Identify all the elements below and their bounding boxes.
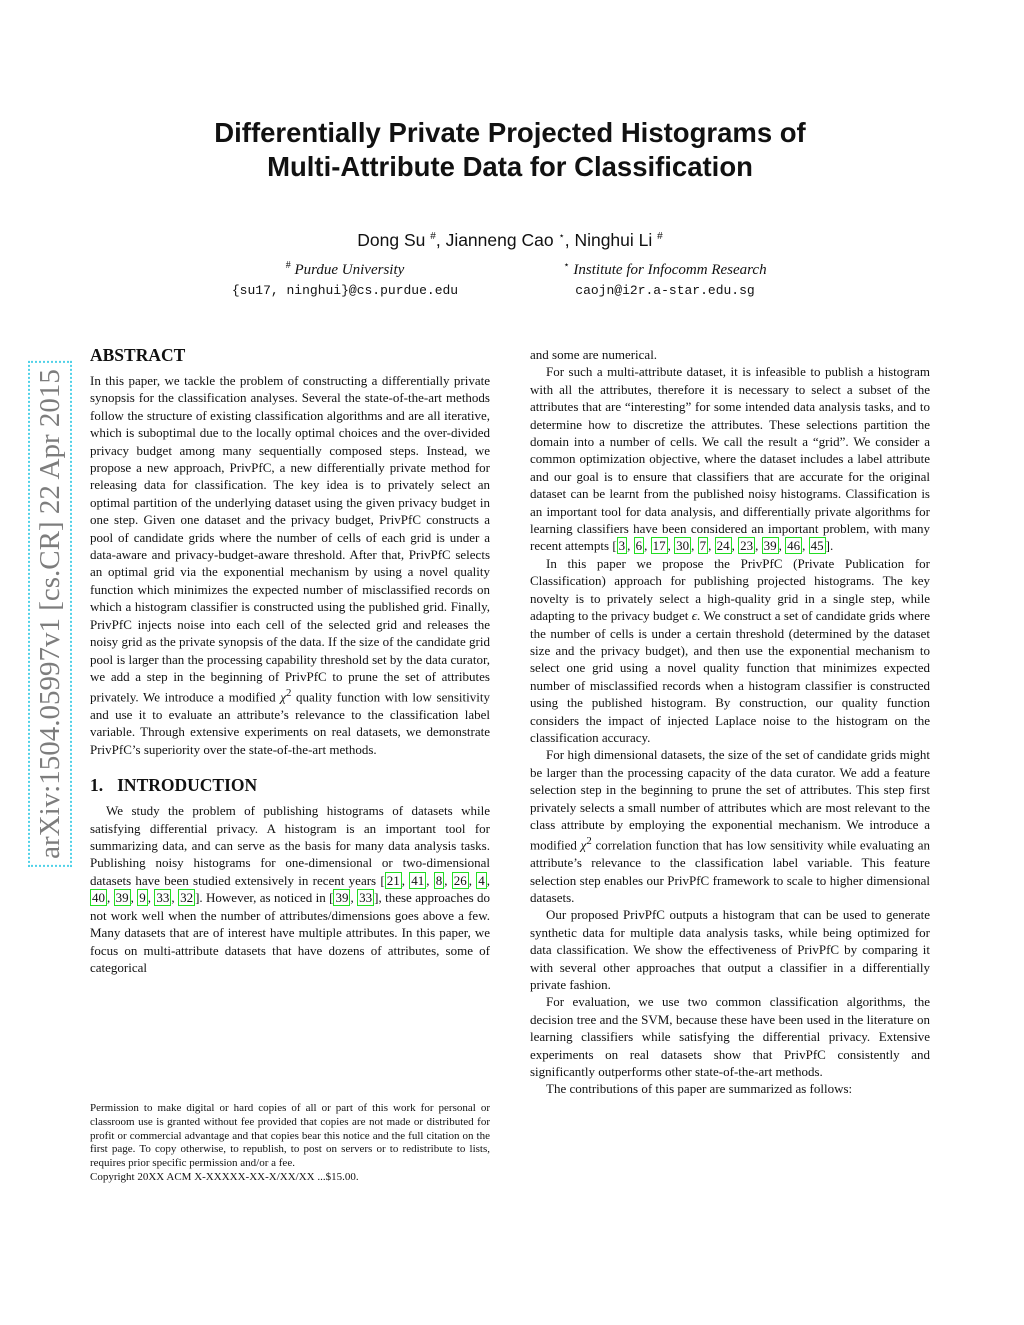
affiliation-mark: # [285, 260, 291, 271]
permission-notice: Permission to make digital or hard copies of all or part of this work for personal or classroom use is granted without fee provided that copies are not made or distributed for profit or commercial advantage and that copies bear this notice and the full citation on the first page. To copy otherwise, to republish, to post on servers or to redistribute to lists, requires prior specific permission and/or a fee. [90, 1102, 490, 1170]
citation-link[interactable]: 33 [156, 890, 170, 906]
abstract-paragraph: In this paper, we tackle the problem of constructing a differentially private synopsis for the classification analyses. Several the state-of-the-art methods follow the structure of existing classification algorithms and are all iterative, which is suboptimal due to the locally optimal choices and the over-divided privacy budget among many sequentially composed steps. Instead, we propose a new approach, PrivPfC, a new differentially private method for releasing data for classification. The key idea is to privately select an optimal partition of the underlying dataset using the given privacy budget in one step. Given one dataset and the privacy budget, PrivPfC constructs a pool of candidate grids where the number of cells of each grid is under a data-aware and privacy-budget-aware threshold. After that, PrivPfC selects an optimal grid via the exponential mechanism by using a novel quality function which minimizes the expected number of misclassified records on which a histogram classifier is constructed using the published grid. Finally, PrivPfC injects noise into each cell of the selected grid and releases the noisy grid as the private synopsis of the data. If the size of the candidate grid pool is larger than the processing capability threshold set by the data curator, we add a step in the beginning of PrivPfC to prune the set of attributes privately. We introduce a modified $\chi^2$ quality function with low sensitivity and use it to evaluate an attribute’s relevance to the classification label variable. Through extensive experiments on real datasets, we demonstrate PrivPfC’s superiority over the state-of-the-art methods. [90, 373, 490, 757]
institution-name: ⋆ Institute for Infocomm Research [563, 260, 767, 278]
author-separator: , [435, 229, 446, 250]
citation-link[interactable]: 26 [453, 872, 467, 888]
intro-paragraph: For such a multi-attribute dataset, it is infeasible to publish a histogram with all the attributes, therefore it is necessary to select a subset of the attributes that are “interesting” for some intended data analysis tasks, and to determine how to discretize the attributes. These selections partition the domain into a number of cells. We call the result a “grid”. We consider a common optimization objective, where the dataset includes a label attribute and our goal is to ensure that classifiers that are accurate for the original dataset can be learnt from the published noisy histograms. Classification is an important tool for data analysis, and differentially private algorithms for learning classifiers have been considered an important problem, with many recent attempts [ 3 , 6 , 17 , 30 , 7 , 24 , 23 , 39 , 46 , 45 ]. [530, 364, 930, 554]
abstract-heading: ABSTRACT [90, 345, 186, 365]
author-list [200, 226, 820, 251]
section-number: 1. [90, 775, 104, 796]
copyright-line: Copyright 20XX ACM X-XXXXX-XX-X/XX/XX ...$15.00. [90, 1170, 359, 1183]
author-name: Ninghui Li [574, 229, 653, 250]
author-name: Dong Su [357, 229, 426, 250]
citation-link[interactable]: 17 [652, 538, 666, 554]
right-column [530, 346, 930, 1098]
citation-link[interactable]: 9 [139, 890, 146, 906]
permission-footnote [90, 1102, 490, 1185]
citation-link[interactable]: 39 [115, 890, 129, 906]
paper-title [130, 116, 890, 184]
institution-name: # Purdue University [285, 260, 405, 278]
author-email: caojn@i2r.a-star.edu.sg [575, 283, 755, 298]
introduction-heading: 1. INTRODUCTION [90, 775, 258, 796]
citation-link[interactable]: 32 [180, 890, 194, 906]
citation-link[interactable]: 3 [618, 538, 626, 554]
citation-link[interactable]: 39 [335, 890, 349, 906]
affiliation-mark: # [657, 231, 663, 242]
citation-link[interactable]: 8 [435, 872, 443, 888]
author-name: Jianneng Cao [445, 229, 554, 250]
intro-paragraph-continued: and some are numerical. [530, 347, 658, 362]
citation-link[interactable]: 30 [676, 538, 690, 554]
citation-link[interactable]: 23 [740, 538, 754, 554]
intro-paragraph: In this paper we propose the PrivPfC (Private Publication for Classification) approach for publishing projected histograms. The key novelty is to privately select a high-quality grid in a single step, while adapting to the privacy budget ϵ. We construct a set of candidate grids where the number of cells is under a certain threshold (determined by the dataset size and the privacy budget), and then use the exponential mechanism to select one grid using a novel quality function that minimizes expected number of misclassified records when a histogram classifier is constructed using the published histogram. By construction, our quality function considers the impact of injected Laplace noise to the histogram on the classification accuracy. [530, 555, 930, 745]
affiliation-purdue [190, 256, 500, 300]
intro-paragraph: For high dimensional datasets, the size of the set of candidate grids might be larger than the processing capacity of the data curator. We add a feature selection step in the beginning to prune the set of attributes. This step first privately selects a small number of attributes which are most relevant to the class attribute by employing the exponential mechanism. We introduce a modified $\chi^2$ correlation function that has low sensitivity while evaluating an attribute’s relevance to the classification label variable. This feature selection step enables our PrivPfC framework to scale to higher dimensional datasets. [530, 747, 930, 905]
citation-link[interactable]: 45 [810, 538, 824, 554]
citation-link[interactable]: 40 [92, 890, 105, 906]
chi-symbol: χ [280, 689, 286, 705]
citation-link[interactable]: 24 [716, 538, 730, 554]
citation-link[interactable]: 6 [635, 538, 643, 554]
author-separator: , [564, 229, 575, 250]
citation-link[interactable]: 39 [763, 538, 777, 554]
intro-paragraph: We study the problem of publishing histograms of datasets while satisfying differential privacy. A histogram is an important tool for summarizing data, and can serve as the basis for many data analysis tasks. Publishing noisy histograms for one-dimensional or two-dimensional datasets have been studied extensively in recent years [ 21 , 41 , 8 , 26 , 4 , 40 , 39 , 9 , 33 , 32 ]. However, as noticed in [ 39 , 33 ], these approaches do not work well when the number of attributes/dimensions goes above a few. Many datasets that are of interest have multiple attributes. In this paper, we focus on multi-attribute datasets that have dozens of attributes, some of categorical [90, 803, 491, 975]
affiliation-mark: # [430, 231, 436, 242]
intro-paragraph: The contributions of this paper are summarized as follows: [546, 1081, 853, 1097]
affiliation-mark: ⋆ [558, 231, 565, 242]
arxiv-stamp: arXiv:1504.05997v1 [cs.CR] 22 Apr 2015 [28, 361, 72, 867]
author-email: {su17, ninghui}@cs.purdue.edu [231, 283, 459, 298]
citation-link[interactable]: 21 [386, 872, 400, 888]
citation-link[interactable]: 7 [699, 538, 707, 554]
citation-link[interactable]: 41 [411, 872, 425, 888]
title-line-2: Multi-Attribute Data for Classification [267, 151, 753, 182]
affiliation-mark: ⋆ [563, 260, 570, 271]
chi-symbol: χ [580, 837, 587, 853]
title-line-1: Differentially Private Projected Histograms of [214, 117, 806, 148]
intro-paragraph: Our proposed PrivPfC outputs a histogram that can be used to generate synthetic data for multiple data analysis tasks, while being optimized for data classification. We show the effectiveness of PrivPfC by comparing it with several other approaches that output a classifier in a differentially private fashion. [530, 907, 930, 992]
left-column [90, 344, 490, 976]
epsilon-symbol: ϵ [691, 608, 697, 624]
affiliation-i2r [500, 256, 830, 300]
citation-link[interactable]: 4 [478, 872, 485, 888]
citation-link[interactable]: 33 [359, 890, 373, 906]
intro-paragraph: For evaluation, we use two common classification algorithms, the decision tree and the SVM, because these have been used in the literature on learning classifiers while satisfying the differential privacy. Extensive experiments on real datasets show that PrivPfC consistently and significantly outperforms other state-of-the-art methods. [530, 994, 930, 1079]
citation-link[interactable]: 46 [787, 538, 801, 554]
